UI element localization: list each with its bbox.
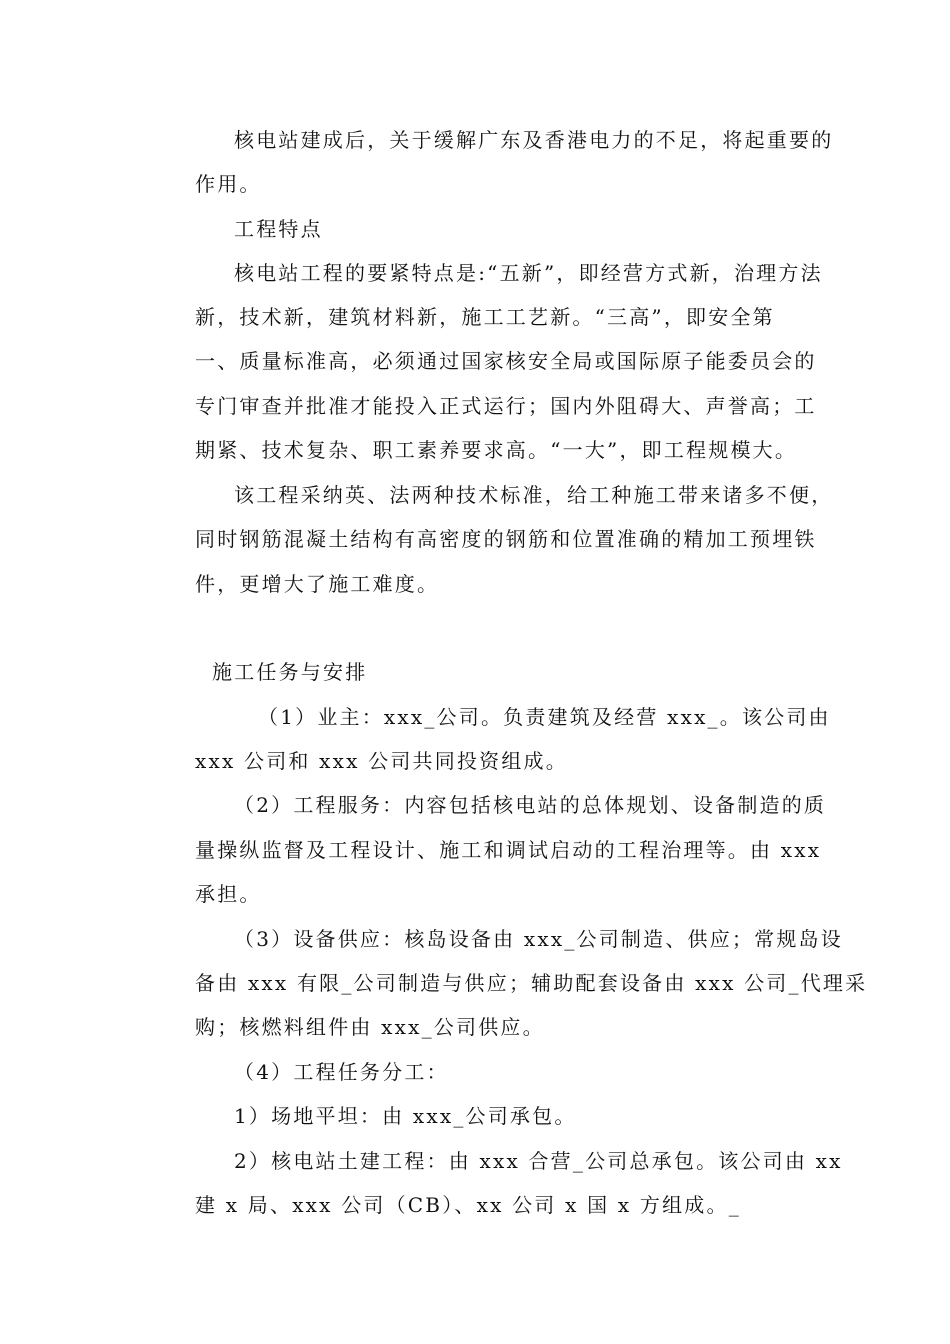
paragraph-line: 同时钢筋混凝土结构有高密度的钢筋和位置准确的精加工预埋铁 bbox=[195, 527, 817, 551]
paragraph-line: （3）设备供应：核岛设备由 xxx_公司制造、供应；常规岛设 bbox=[234, 927, 843, 951]
paragraph-line: 2）核电站土建工程：由 xxx 合营_公司总承包。该公司由 xx bbox=[234, 1149, 843, 1173]
paragraph-line: 承担。 bbox=[195, 882, 262, 906]
paragraph-line: 件，更增大了施工难度。 bbox=[195, 572, 440, 596]
paragraph-line: 该工程采纳英、法两种技术标准，给工种施工带来诸多不便， bbox=[234, 483, 834, 507]
paragraph-line: 新，技术新，建筑材料新，施工工艺新。“三高”，即安全第 bbox=[195, 305, 775, 329]
paragraph-line: 专门审查并批准才能投入正式运行；国内外阻碍大、声誉高；工 bbox=[195, 394, 817, 418]
paragraph-line: 核电站工程的要紧特点是:“五新”，即经营方式新，治理方法 bbox=[234, 261, 823, 285]
paragraph-line: 备由 xxx 有限_公司制造与供应；辅助配套设备由 xxx 公司_代理采 bbox=[195, 971, 868, 995]
paragraph-line: 作用。 bbox=[195, 172, 262, 196]
paragraph-line: xxx 公司和 xxx 公司共同投资组成。 bbox=[195, 749, 568, 773]
paragraph-line: 量操纵监督及工程设计、施工和调试启动的工程治理等。由 xxx bbox=[195, 838, 822, 862]
paragraph-line: 核电站建成后，关于缓解广东及香港电力的不足，将起重要的 bbox=[234, 128, 834, 152]
section-heading: 施工任务与安排 bbox=[212, 660, 368, 684]
paragraph-line: （4）工程任务分工： bbox=[234, 1060, 449, 1084]
paragraph-line: （2）工程服务：内容包括核电站的总体规划、设备制造的质 bbox=[234, 793, 827, 817]
paragraph-line: 1）场地平坦：由 xxx_公司承包。 bbox=[234, 1104, 577, 1128]
paragraph-line: （1）业主：xxx_公司。负责建筑及经营 xxx_。该公司由 bbox=[258, 705, 831, 729]
paragraph-line: 建 x 局、xxx 公司（CB）、xx 公司 x 国 x 方组成。_ bbox=[195, 1193, 741, 1217]
paragraph-line: 期紧、技术复杂、职工素养要求高。“一大”，即工程规模大。 bbox=[195, 438, 798, 462]
paragraph-line: 购；核燃料组件由 xxx_公司供应。 bbox=[195, 1015, 545, 1039]
paragraph-line: 一、质量标准高，必须通过国家核安全局或国际原子能委员会的 bbox=[195, 349, 817, 373]
section-heading: 工程特点 bbox=[234, 217, 323, 241]
